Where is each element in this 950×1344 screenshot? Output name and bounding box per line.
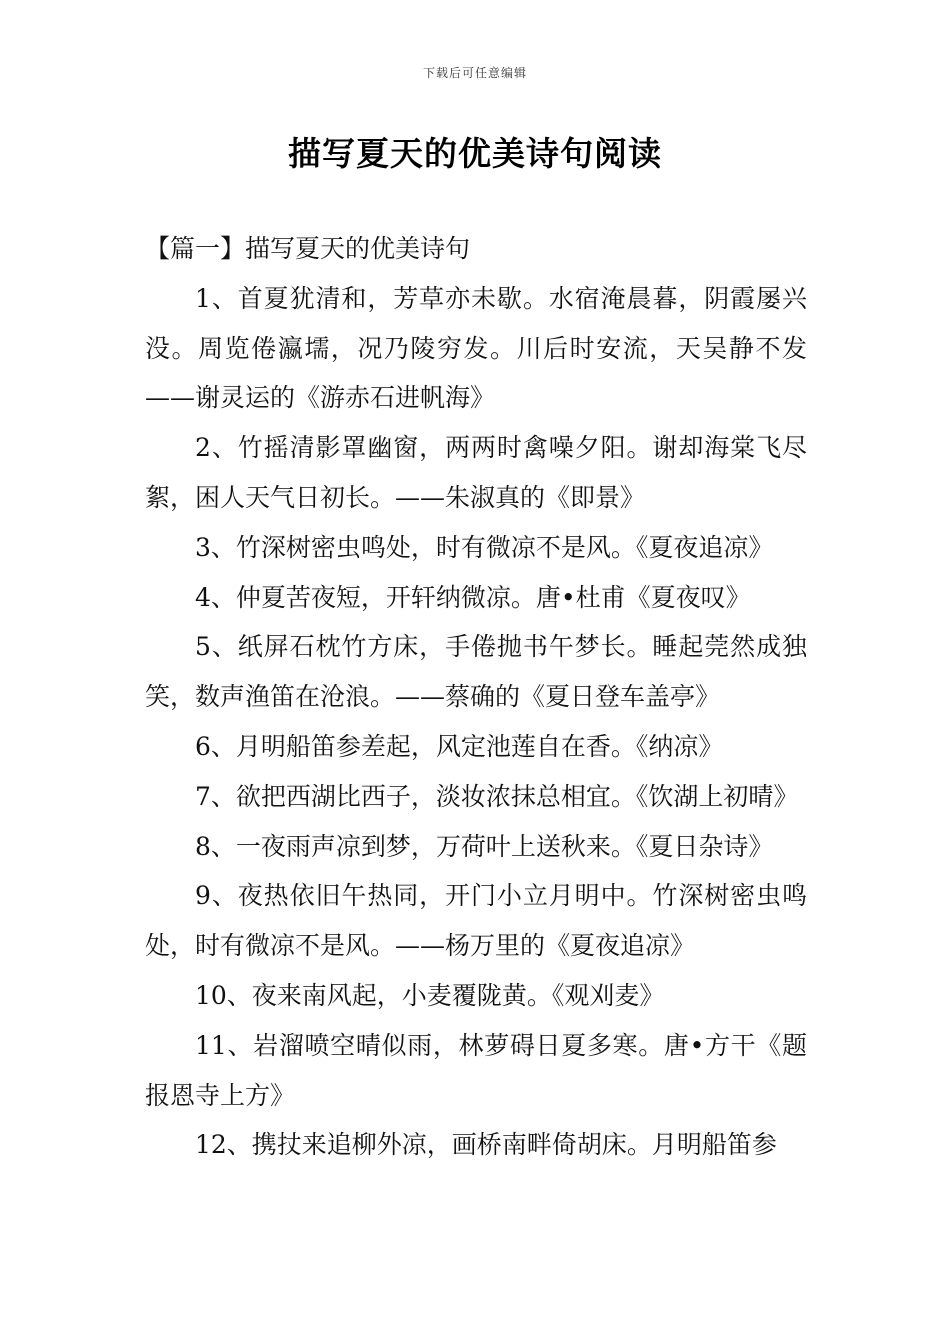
poem-item-5: 5、纸屏石枕竹方床，手倦抛书午梦长。睡起莞然成独笑，数声渔笛在沧浪。——蔡确的《夏日登车盖亭》 [145, 632, 807, 712]
poem-item-8: 8、一夜雨声凉到梦，万荷叶上送秋来。《夏日杂诗》 [195, 831, 774, 861]
poem-item-11: 11、岩溜喷空晴似雨，林萝碍日夏多寒。唐•方干《题报恩寺上方》 [145, 1030, 807, 1110]
section-heading [145, 224, 807, 274]
section-heading-text: 描写夏天的优美诗句 [245, 234, 471, 263]
poem-item-3: 3、竹深树密虫鸣处，时有微凉不是风。《夏夜追凉》 [195, 532, 774, 562]
section-bracket-label: 【篇一】 [145, 234, 246, 263]
poem-item-10: 10、夜来南风起，小麦覆陇黄。《观刈麦》 [195, 980, 665, 1010]
poem-item-12: 12、携扙来追柳外凉，画桥南畔倚胡床。月明船笛参 [195, 1130, 777, 1160]
document-body [145, 224, 807, 1170]
poem-item-1: 1、首夏犹清和，芳草亦未歇。水宿淹晨暮，阴霞屡兴没。周览倦瀛壖，况乃陵穷发。川后时安流，天吴静不发——谢灵运的《游赤石进帆海》 [145, 283, 807, 413]
poem-item-7: 7、欲把西湖比西子，淡妆浓抹总相宜。《饮湖上初晴》 [195, 781, 799, 811]
poem-item-9: 9、夜热依旧午热同，开门小立月明中。竹深树密虫鸣处，时有微凉不是风。——杨万里的《夏夜追凉》 [145, 881, 807, 961]
poem-item-4: 4、仲夏苦夜短，开轩纳微凉。唐•杜甫《夏夜叹》 [195, 582, 751, 612]
poem-item-2: 2、竹摇清影罩幽窗，两两时禽噪夕阳。谢却海棠飞尽絮，困人天气日初长。——朱淑真的《即景》 [145, 433, 807, 512]
header-note: 下载后可任意编辑 [422, 66, 527, 80]
poem-item-6: 6、月明船笛参差起，风定池莲自在香。《纳凉》 [195, 731, 724, 761]
page-title: 描写夏天的优美诗句阅读 [288, 134, 662, 173]
